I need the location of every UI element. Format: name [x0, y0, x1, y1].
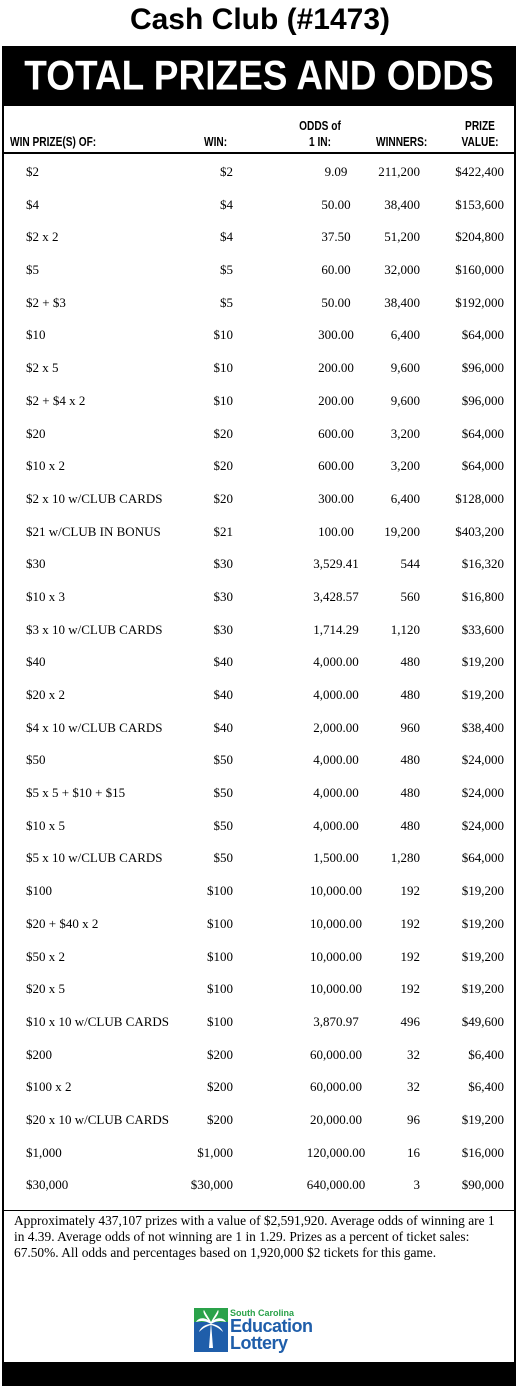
cell-prize: $10 x 3	[26, 588, 65, 604]
cell-odds: 600.00	[318, 458, 354, 474]
cell-winners: 1,280	[390, 850, 420, 866]
cell-prize: $21 w/CLUB IN BONUS	[26, 523, 161, 539]
cell-win: $100	[207, 915, 233, 931]
table-row	[0, 679, 520, 712]
cell-winners: 32	[407, 1046, 420, 1062]
cell-win: $40	[213, 654, 233, 670]
cell-winners: 192	[400, 981, 420, 997]
table-row	[0, 418, 520, 451]
cell-odds: 4,000.00	[313, 817, 359, 833]
cell-prize: $2 x 2	[26, 229, 59, 245]
table-row	[0, 744, 520, 777]
cell-win: $20	[213, 425, 233, 441]
cell-winners: 16	[407, 1144, 420, 1160]
header-value-line2: VALUE:	[461, 134, 499, 149]
cell-value: $19,200	[461, 915, 504, 931]
cell-win: $30	[213, 556, 233, 572]
cell-prize: $10 x 2	[26, 458, 65, 474]
cell-win: $100	[207, 883, 233, 899]
cell-win: $40	[213, 687, 233, 702]
cell-winners: 544	[400, 556, 420, 572]
table-row	[0, 842, 520, 875]
cell-winners: 1,120	[390, 621, 420, 637]
cell-value: $19,200	[461, 1111, 504, 1127]
cell-odds: 200.00	[318, 360, 354, 376]
cell-value: $96,000	[461, 360, 504, 376]
cell-odds: 1,500.00	[313, 850, 359, 866]
cell-win: $5	[220, 294, 233, 310]
cell-value: $19,200	[461, 948, 504, 964]
cell-odds: 10,000.00	[310, 883, 362, 899]
cell-winners: 480	[400, 817, 420, 833]
cell-prize: $20 x 2	[26, 687, 65, 702]
cell-prize: $50 x 2	[26, 948, 65, 964]
cell-value: $64,000	[461, 458, 504, 474]
header-divider	[4, 152, 514, 154]
cell-value: $19,200	[461, 654, 504, 670]
cell-odds: 10,000.00	[310, 915, 362, 931]
cell-winners: 192	[400, 915, 420, 931]
cell-odds: 60.00	[321, 262, 351, 278]
table-row	[0, 156, 520, 189]
cell-odds: 100.00	[318, 523, 354, 539]
cell-odds: 37.50	[321, 229, 351, 245]
cell-winners: 480	[400, 785, 420, 801]
cell-prize: $4 x 10 w/CLUB CARDS	[26, 719, 163, 735]
table-row	[0, 712, 520, 745]
cell-value: $38,400	[461, 719, 504, 735]
cell-prize: $10 x 10 w/CLUB CARDS	[26, 1013, 170, 1029]
cell-value: $19,200	[461, 883, 504, 899]
cell-win: $10	[213, 392, 233, 408]
table-row	[0, 1071, 520, 1104]
cell-win: $10	[213, 327, 233, 343]
cell-odds: 50.00	[321, 196, 351, 212]
cell-prize: $5 x 10 w/CLUB CARDS	[26, 850, 163, 866]
cell-win: $10	[213, 360, 233, 376]
cell-value: $153,600	[455, 196, 504, 212]
cell-value: $24,000	[461, 752, 504, 768]
banner-title	[2, 46, 516, 106]
cell-prize: $2 x 10 w/CLUB CARDS	[26, 490, 163, 506]
logo-line1: South Carolina	[230, 1308, 295, 1318]
header-odds-line2: 1 IN:	[309, 134, 331, 149]
cell-prize: $2	[26, 164, 39, 179]
cell-win: $40	[213, 719, 233, 735]
cell-value: $49,600	[461, 1013, 504, 1029]
cell-winners: 6,400	[390, 327, 420, 343]
cell-prize: $20 x 5	[26, 981, 65, 997]
header-value-line1: PRIZE	[465, 118, 495, 133]
cell-odds: 2,000.00	[313, 719, 359, 735]
cell-winners: 192	[400, 948, 420, 964]
cell-prize: $10	[26, 327, 46, 343]
footer-divider	[4, 1210, 514, 1211]
cell-winners: 496	[400, 1013, 420, 1029]
cell-win: $200	[207, 1079, 233, 1095]
cell-odds: 4,000.00	[313, 785, 359, 801]
cell-win: $50	[213, 817, 233, 833]
page-title: Cash Club (#1473)	[129, 3, 391, 36]
cell-win: $20	[213, 490, 233, 506]
cell-winners: 192	[400, 883, 420, 899]
table-row	[0, 908, 520, 941]
cell-value: $6,400	[468, 1046, 504, 1062]
cell-win: $200	[207, 1111, 233, 1127]
table-row	[0, 1169, 520, 1202]
cell-prize: $30	[26, 556, 46, 572]
table-row	[0, 646, 520, 679]
cell-value: $422,400	[455, 164, 504, 179]
cell-winners: 480	[400, 687, 420, 702]
cell-value: $403,200	[455, 523, 504, 539]
cell-winners: 3	[413, 1177, 420, 1193]
cell-prize: $3 x 10 w/CLUB CARDS	[26, 621, 163, 637]
cell-win: $30,000	[190, 1177, 233, 1193]
cell-value: $192,000	[455, 294, 504, 310]
cell-value: $90,000	[461, 1177, 504, 1193]
cell-odds: 4,000.00	[313, 654, 359, 670]
cell-odds: 4,000.00	[313, 752, 359, 768]
cell-odds: 200.00	[318, 392, 354, 408]
bottom-bar	[2, 1362, 516, 1386]
cell-odds: 50.00	[321, 294, 351, 310]
cell-value: $128,000	[455, 490, 504, 506]
cell-value: $6,400	[468, 1079, 504, 1095]
table-row	[0, 875, 520, 908]
cell-win: $21	[213, 523, 233, 539]
cell-winners: 38,400	[384, 196, 420, 212]
cell-prize: $5	[26, 262, 39, 278]
cell-value: $64,000	[461, 327, 504, 343]
cell-prize: $30,000	[26, 1177, 69, 1193]
cell-value: $64,000	[461, 850, 504, 866]
sc-education-lottery-logo	[194, 1306, 334, 1358]
cell-winners: 51,200	[384, 229, 420, 245]
palmetto-icon	[194, 1308, 228, 1352]
prize-rows	[0, 156, 520, 1202]
banner-text: TOTAL PRIZES AND ODDS	[24, 52, 494, 99]
cell-prize: $100 x 2	[26, 1079, 72, 1095]
cell-win: $50	[213, 850, 233, 866]
footer-text: Approximately 437,107 prizes with a value of $2,591,920. Average odds of winning are 1 in 4.39. Average odds of not winning are 1 in 1.29. Prizes as a percent of ticket sales: 67.50%. All odds and percentages based on 1,920,000 $2 tickets for this game.	[14, 1213, 495, 1260]
cell-prize: $2 + $3	[26, 294, 66, 310]
cell-prize: $4	[26, 196, 39, 212]
cell-odds: 10,000.00	[310, 981, 362, 997]
cell-odds: 9.09	[324, 164, 348, 179]
table-row	[0, 777, 520, 810]
cell-value: $16,000	[461, 1144, 504, 1160]
cell-prize: $40	[26, 654, 46, 670]
cell-value: $16,800	[461, 588, 504, 604]
table-row	[0, 189, 520, 222]
cell-winners: 96	[407, 1111, 420, 1127]
cell-winners: 9,600	[390, 360, 420, 376]
cell-winners: 6,400	[390, 490, 420, 506]
cell-value: $19,200	[461, 687, 504, 702]
cell-winners: 32,000	[384, 262, 420, 278]
cell-odds: 4,000.00	[313, 687, 359, 702]
cell-winners: 960	[400, 719, 420, 735]
cell-win: $1,000	[197, 1144, 233, 1160]
table-row	[0, 385, 520, 418]
cell-win: $50	[213, 785, 233, 801]
table-row	[0, 810, 520, 843]
cell-win: $100	[207, 981, 233, 997]
cell-prize: $50	[26, 752, 46, 768]
cell-odds: 120,000.00	[306, 1144, 366, 1160]
cell-value: $24,000	[461, 817, 504, 833]
cell-win: $4	[220, 196, 233, 212]
table-row	[0, 516, 520, 549]
table-row	[0, 1137, 520, 1170]
cell-win: $30	[213, 588, 233, 604]
cell-prize: $20 + $40 x 2	[26, 915, 99, 931]
cell-winners: 211,200	[378, 164, 420, 179]
cell-winners: 3,200	[390, 425, 420, 441]
cell-win: $4	[220, 229, 233, 245]
cell-win: $5	[220, 262, 233, 278]
cell-value: $16,320	[461, 556, 504, 572]
cell-winners: 32	[407, 1079, 420, 1095]
cell-odds: 3,870.97	[313, 1013, 359, 1029]
cell-win: $2	[220, 164, 233, 179]
cell-win: $30	[213, 621, 233, 637]
header-prize: WIN PRIZE(S) OF:	[10, 134, 97, 149]
cell-prize: $2 + $4 x 2	[26, 392, 86, 408]
cell-win: $100	[207, 1013, 233, 1029]
table-row	[0, 1104, 520, 1137]
cell-prize: $1,000	[26, 1144, 62, 1160]
cell-win: $50	[213, 752, 233, 768]
cell-win: $20	[213, 458, 233, 474]
cell-prize: $10 x 5	[26, 817, 65, 833]
cell-prize: $20	[26, 425, 46, 441]
cell-odds: 3,529.41	[313, 556, 359, 572]
cell-prize: $200	[26, 1046, 52, 1062]
table-row	[0, 287, 520, 320]
cell-value: $33,600	[461, 621, 504, 637]
table-row	[0, 450, 520, 483]
cell-odds: 300.00	[318, 327, 354, 343]
cell-winners: 480	[400, 654, 420, 670]
table-row	[0, 221, 520, 254]
logo-line3: Lottery	[230, 1333, 288, 1353]
cell-odds: 640,000.00	[306, 1177, 366, 1193]
cell-value: $160,000	[455, 262, 504, 278]
cell-odds: 3,428.57	[313, 588, 359, 604]
table-row	[0, 614, 520, 647]
cell-prize: $20 x 10 w/CLUB CARDS	[26, 1111, 170, 1127]
cell-prize: $5 x 5 + $10 + $15	[26, 785, 126, 801]
header-odds-line1: ODDS of	[299, 118, 341, 133]
table-row	[0, 319, 520, 352]
cell-value: $96,000	[461, 392, 504, 408]
cell-win: $200	[207, 1046, 233, 1062]
table-row	[0, 581, 520, 614]
cell-odds: 600.00	[318, 425, 354, 441]
cell-value: $204,800	[455, 229, 504, 245]
cell-odds: 10,000.00	[310, 948, 362, 964]
cell-odds: 300.00	[318, 490, 354, 506]
header-win: WIN:	[204, 134, 228, 149]
cell-win: $100	[207, 948, 233, 964]
table-row	[0, 254, 520, 287]
cell-value: $19,200	[461, 981, 504, 997]
table-row	[0, 973, 520, 1006]
cell-odds: 20,000.00	[310, 1111, 362, 1127]
header-winners: WINNERS:	[376, 134, 428, 149]
logo-line2: Education	[230, 1316, 313, 1336]
cell-winners: 560	[400, 588, 420, 604]
cell-odds: 60,000.00	[310, 1079, 362, 1095]
cell-winners: 480	[400, 752, 420, 768]
table-row	[0, 941, 520, 974]
cell-prize: $2 x 5	[26, 360, 59, 376]
table-row	[0, 548, 520, 581]
cell-winners: 38,400	[384, 294, 420, 310]
table-row	[0, 483, 520, 516]
cell-value: $24,000	[461, 785, 504, 801]
cell-value: $64,000	[461, 425, 504, 441]
table-row	[0, 1006, 520, 1039]
cell-winners: 3,200	[390, 458, 420, 474]
cell-odds: 1,714.29	[313, 621, 359, 637]
table-row	[0, 352, 520, 385]
cell-prize: $100	[26, 883, 52, 899]
cell-odds: 60,000.00	[310, 1046, 362, 1062]
cell-winners: 19,200	[384, 523, 420, 539]
table-row	[0, 1039, 520, 1072]
cell-winners: 9,600	[390, 392, 420, 408]
